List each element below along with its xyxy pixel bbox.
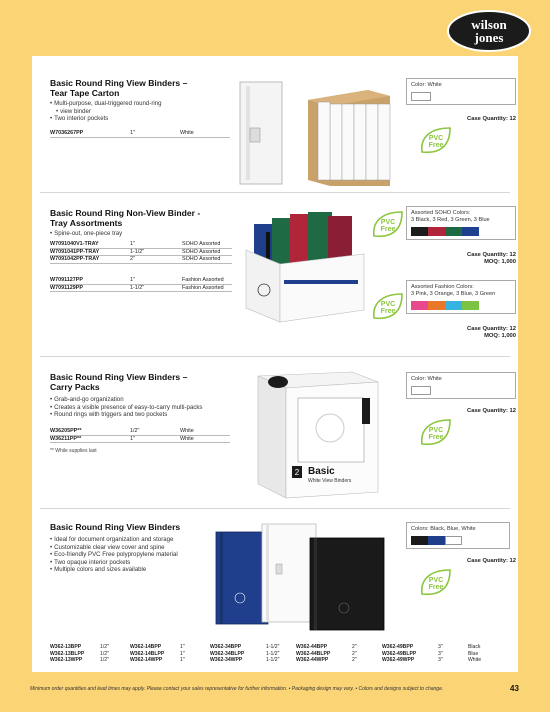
svg-text:PVC: PVC xyxy=(428,577,444,584)
pvc-free-badge xyxy=(418,126,452,156)
svg-text:Free: Free xyxy=(428,584,444,591)
color-swatch xyxy=(428,536,445,545)
divider xyxy=(40,356,510,357)
color-swatch xyxy=(445,227,462,236)
color-swatch xyxy=(411,536,428,545)
table-cell: 2" xyxy=(352,644,357,650)
svg-text:Free: Free xyxy=(380,226,396,233)
table-cell: W362-14BLPP xyxy=(130,650,165,657)
table-cell: W362-44BLPP xyxy=(296,650,331,657)
svg-text:Basic: Basic xyxy=(308,466,335,477)
section1-color-box: Color: White xyxy=(406,78,516,105)
table-cell: Blue xyxy=(468,650,479,657)
table-row xyxy=(50,657,518,664)
section2-sku-table-fashion xyxy=(50,277,232,292)
bullet: • Customizable clear view cover and spine xyxy=(50,544,178,552)
color-swatch xyxy=(462,301,479,310)
section3-sku-table xyxy=(50,428,230,443)
svg-text:2: 2 xyxy=(294,468,300,477)
svg-text:PVC: PVC xyxy=(380,219,396,226)
section4-case-qty: Case Quantity: 12 xyxy=(467,558,516,564)
svg-text:White View Binders: White View Binders xyxy=(308,478,352,484)
svg-text:Free: Free xyxy=(428,434,444,441)
soho-color-box: Assorted SOHO Colors: 3 Black, 3 Red, 3 Green, 3 Blue xyxy=(406,206,516,240)
pvc-free-badge xyxy=(418,418,452,448)
page-number: 43 xyxy=(510,684,519,693)
bullet: • Spine-out, one-piece tray xyxy=(50,230,122,238)
svg-text:PVC: PVC xyxy=(428,427,444,434)
tray-binders-image xyxy=(244,210,370,324)
fashion-color-box: Assorted Fashion Colors: 3 Pink, 3 Orange, 3 Blue, 3 Green xyxy=(406,280,516,314)
color-swatch xyxy=(462,227,479,236)
color-swatch xyxy=(411,227,428,236)
table-cell: W362-34BPP xyxy=(210,644,242,650)
table-cell: White xyxy=(468,657,482,664)
section4-bullets xyxy=(50,536,178,574)
table-cell: 1/2" xyxy=(100,657,109,664)
table-cell: W362-14WPP xyxy=(130,657,163,664)
divider xyxy=(40,192,510,193)
section3-case-qty: Case Quantity: 12 xyxy=(467,408,516,414)
table-cell: W362-13BPP xyxy=(50,644,82,650)
svg-text:Free: Free xyxy=(428,142,444,149)
section1-title: Basic Round Ring View Binders – Tear Tape Carton xyxy=(50,78,188,98)
table-cell: 1" xyxy=(180,650,185,657)
table-row: W7091041PP-TRAY 1-1/2" SOHO Assorted xyxy=(50,249,232,257)
bullet: • Two opaque interior pockets xyxy=(50,559,178,567)
svg-text:wilson: wilson xyxy=(471,17,507,32)
bullet: • Two interior pockets xyxy=(50,115,162,123)
table-cell: 2" xyxy=(352,650,357,657)
table-row: W36211PP** 1" White xyxy=(50,436,230,444)
divider xyxy=(40,508,510,509)
pvc-free-badge xyxy=(370,210,404,240)
s4-swatches xyxy=(411,536,505,545)
table-row xyxy=(50,644,518,651)
table-cell: 3" xyxy=(438,657,443,664)
svg-text:Free: Free xyxy=(380,308,396,315)
color-swatch xyxy=(411,301,428,310)
soho-case-qty: Case Quantity: 12 MOQ: 1,000 xyxy=(467,252,516,265)
table-cell: 1/2" xyxy=(100,644,109,650)
table-row: W7091040V1-TRAY 1" SOHO Assorted xyxy=(50,241,232,249)
bullet: • Multiple colors and sizes available xyxy=(50,566,178,574)
table-row: W7091127PP 1" Fashion Assorted xyxy=(50,277,232,285)
tear-tape-binders-image xyxy=(238,78,398,188)
table-cell: W362-34WPP xyxy=(210,657,243,664)
table-cell: W362-44BPP xyxy=(296,644,328,650)
table-cell: W362-49WPP xyxy=(382,657,415,664)
catalog-page xyxy=(32,56,518,672)
footer-disclaimer: Minimum order quantities and lead times may apply. Please contact your sales representative for further information. • Packaging design may vary. • Colors and designs subject to change. xyxy=(30,686,444,692)
table-row xyxy=(50,651,518,658)
table-cell: W362-49BLPP xyxy=(382,650,417,657)
section3-bullets xyxy=(50,396,202,419)
section4-sku-grid xyxy=(32,644,518,664)
color-swatch xyxy=(428,301,445,310)
white-swatch xyxy=(411,92,431,101)
section2-bullets xyxy=(50,230,122,238)
binders-trio-image xyxy=(212,518,402,636)
table-cell: 3" xyxy=(438,650,443,657)
table-cell: 1-1/2" xyxy=(266,644,280,650)
pvc-free-badge xyxy=(418,568,452,598)
color-swatch xyxy=(445,536,462,545)
fashion-case-qty: Case Quantity: 12 MOQ: 1,000 xyxy=(467,326,516,339)
section1-bullets xyxy=(50,100,162,123)
fashion-swatches xyxy=(411,301,511,310)
section2-sku-table-soho xyxy=(50,241,232,264)
table-cell: 1/2" xyxy=(100,650,109,657)
white-swatch xyxy=(411,386,431,395)
table-cell: W362-13BLPP xyxy=(50,650,85,657)
table-cell: 2" xyxy=(352,657,357,664)
table-cell: W362-44WPP xyxy=(296,657,329,664)
table-cell: 3" xyxy=(438,644,443,650)
section2-title: Basic Round Ring Non-View Binder - Tray Assortments xyxy=(50,208,201,228)
section4-title: Basic Round Ring View Binders xyxy=(50,522,181,532)
bullet: • Round rings with triggers and two pockets xyxy=(50,411,202,419)
table-cell: Black xyxy=(468,644,481,650)
table-cell: 1-1/2" xyxy=(266,650,280,657)
section1-sku-table xyxy=(50,130,230,138)
section3-color-box: Color: White xyxy=(406,372,516,399)
table-cell: 1-1/2" xyxy=(266,657,280,664)
table-cell: W362-13WPP xyxy=(50,657,83,664)
carry-pack-image xyxy=(252,368,382,502)
bullet: • Multi-purpose, dual-triggered round-ring xyxy=(50,100,162,108)
table-row: W36205PP** 1/2" White xyxy=(50,428,230,436)
table-row: W7091042PP-TRAY 2" SOHO Assorted xyxy=(50,256,232,264)
svg-text:PVC: PVC xyxy=(428,135,444,142)
table-cell: W362-49BPP xyxy=(382,644,414,650)
wilson-jones-logo xyxy=(446,8,532,54)
bullet: • Eco-friendly PVC Free polypropylene material xyxy=(50,551,178,559)
table-cell: 1" xyxy=(180,644,185,650)
table-cell: W362-34BLPP xyxy=(210,650,245,657)
section1-case-qty: Case Quantity: 12 xyxy=(467,116,516,122)
bullet: • Creates a visible presence of easy-to-carry multi-packs xyxy=(50,404,202,412)
table-cell: 1" xyxy=(180,657,185,664)
soho-swatches xyxy=(411,227,511,236)
svg-text:PVC: PVC xyxy=(380,301,396,308)
section3-title: Basic Round Ring View Binders – Carry Packs xyxy=(50,372,188,392)
section4-color-box: Colors: Black, Blue, White xyxy=(406,522,510,549)
table-row: W7091129PP 1-1/2" Fashion Assorted xyxy=(50,285,232,293)
bullet: • Ideal for document organization and storage xyxy=(50,536,178,544)
bullet-cont: • view binder xyxy=(50,108,162,116)
supply-note: ** While supplies last xyxy=(50,448,97,454)
bullet: • Grab-and-go organization xyxy=(50,396,202,404)
color-swatch xyxy=(445,301,462,310)
pvc-free-badge xyxy=(370,292,404,322)
table-cell: W362-14BPP xyxy=(130,644,162,650)
svg-text:jones: jones xyxy=(474,30,504,45)
color-swatch xyxy=(428,227,445,236)
table-row: W7036267PP 1" White xyxy=(50,130,230,138)
